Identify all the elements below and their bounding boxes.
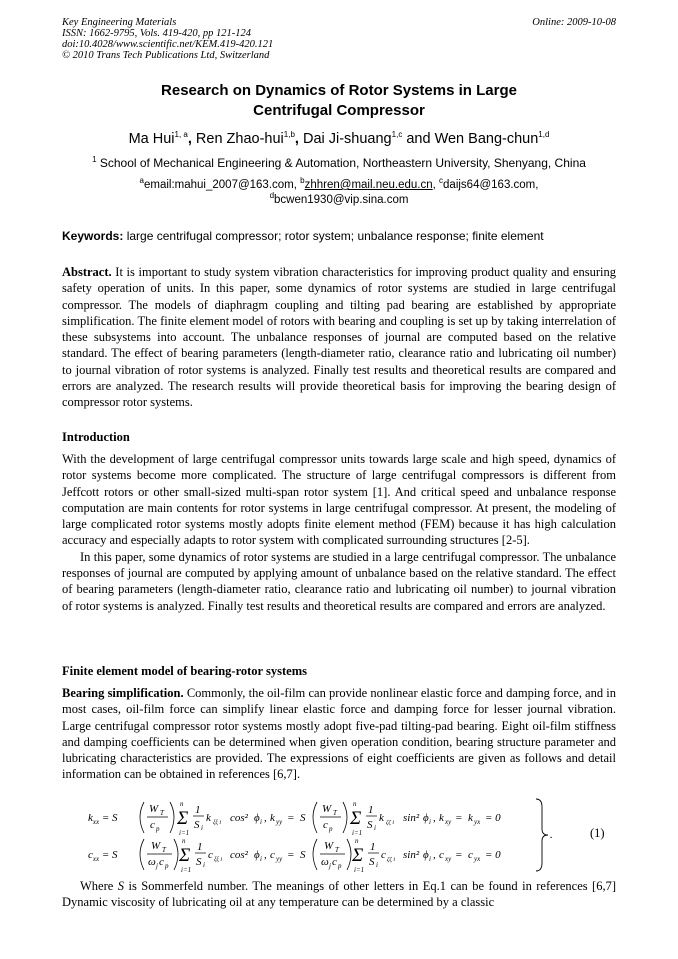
svg-text:T: T bbox=[335, 846, 339, 854]
svg-text:W: W bbox=[322, 803, 332, 815]
affiliation-text: School of Mechanical Engineering & Automation, Northeastern University, Shenyang, China bbox=[99, 156, 586, 170]
bearing-text: Commonly, the oil-film can provide nonlinear elastic force and damping force, and in most cases, oil-film force can simplify linear elastic force and damping force for lesser journal vibration. Large centrifugal compressor rotor systems mostly adopt five-pad tilting-pad bearing. Eight oil-film stiffness and damping coefficients can be determined when given operation condition, bearing structure parameter and lubricating characteristics are provided. The expressions of eight coefficients are given as follows and detail information can be obtained in references [6,7]. bbox=[62, 686, 617, 782]
svg-text:,: , bbox=[433, 849, 436, 861]
author-name: Wen Bang-chun bbox=[434, 131, 539, 147]
svg-text:c: c bbox=[439, 849, 444, 861]
svg-text:S: S bbox=[300, 812, 306, 824]
svg-text:ξξ i: ξξ i bbox=[214, 857, 223, 863]
svg-text:cos²: cos² bbox=[230, 812, 248, 824]
svg-text:i=1: i=1 bbox=[179, 829, 190, 837]
svg-text:= 0: = 0 bbox=[485, 849, 501, 861]
email-row-2 bbox=[62, 193, 616, 208]
svg-text:i: i bbox=[260, 855, 262, 863]
svg-text:cos²: cos² bbox=[230, 849, 248, 861]
svg-text:yy: yy bbox=[276, 855, 283, 863]
intro-paragraph-1: With the development of large centrifugal compressor units towards large scale and high speed, dynamics of rotor systems become more complicated. The structure of large centrifugal compressors is different from Jeffcott rotors or other small-sized multi-span rotor system [1]. And critical speed and unbalance response computation are main contents for rotor systems in large centrifugal compressor. At present, the modeling of large complicated rotor systems mostly adopts finite element method (FEM) because it has high calculation accuracy and especially adapts to rotor system with complicated surrounding structures [2-5]. bbox=[62, 452, 616, 548]
doi-line: doi:10.4028/www.scientific.net/KEM.419-420.121 bbox=[62, 39, 274, 50]
svg-text:W: W bbox=[324, 840, 334, 852]
intro-paragraph-2: In this paper, some dynamics of rotor systems are studied in a large centrifugal compressor. The unbalance responses of journal are computed by applying amount of unbalance based on the relative standard. The effect of bearing parameters (length-diameter ratio, clearance ratio and lubricating oil number) to journal vibration of rotor systems is analyzed. Finally test results and theoretical results are compared and errors are analyzed. bbox=[62, 549, 616, 613]
svg-text:c: c bbox=[159, 856, 164, 868]
email-sup: b bbox=[300, 176, 305, 186]
svg-text:ζζ i: ζζ i bbox=[387, 857, 396, 863]
author-affil-sup: 1,d bbox=[538, 130, 550, 140]
email-a: email:mahui_2007@163.com, bbox=[143, 179, 297, 191]
svg-text:S: S bbox=[367, 819, 373, 831]
svg-text:,: , bbox=[433, 812, 436, 824]
equation-row-1 bbox=[88, 800, 501, 837]
svg-text:n: n bbox=[353, 800, 357, 808]
online-date: Online: 2009-10-08 bbox=[532, 17, 616, 28]
svg-text:i=1: i=1 bbox=[354, 866, 365, 873]
after-equation-text bbox=[62, 878, 616, 911]
svg-text:xy: xy bbox=[445, 818, 452, 826]
svg-text:ϕ: ϕ bbox=[423, 812, 429, 824]
after-eq-variable: S bbox=[117, 879, 125, 893]
svg-text:T: T bbox=[162, 846, 166, 854]
svg-text:,: , bbox=[264, 849, 267, 861]
svg-text:i: i bbox=[374, 824, 376, 832]
svg-text:yx: yx bbox=[474, 855, 481, 863]
svg-text:sin²: sin² bbox=[403, 812, 420, 824]
author-name: Dai Ji-shuang bbox=[302, 131, 392, 147]
svg-text:yy: yy bbox=[276, 818, 283, 826]
svg-text:p: p bbox=[156, 825, 160, 833]
email-b-link[interactable]: zhhren@mail.neu.edu.cn bbox=[304, 179, 433, 191]
introduction-heading: Introduction bbox=[62, 430, 130, 444]
svg-text:.: . bbox=[550, 829, 553, 841]
svg-text:n: n bbox=[180, 800, 184, 808]
email-row-1: $^a$email:mahui_2007@163.com, $^b$zhhren@mail.neu.edu.cn, $^c$daijs64@163.com, bbox=[139, 176, 539, 191]
svg-text:= 0: = 0 bbox=[485, 812, 501, 824]
svg-text:1: 1 bbox=[195, 804, 201, 816]
svg-text:,: , bbox=[264, 812, 267, 824]
after-eq-text: is Sommerfeld number. The meanings of other letters in Eq.1 can be found in references [6,7] Dynamic viscosity of lubricating oil at any temperature can be determined by a classic bbox=[62, 879, 617, 910]
svg-text:i: i bbox=[201, 824, 203, 832]
svg-text:i: i bbox=[376, 861, 378, 869]
svg-text:W: W bbox=[151, 840, 161, 852]
author-name: Ren Zhao-hui bbox=[195, 131, 284, 147]
author-name: Ma Hui bbox=[128, 131, 175, 147]
title-line-2: Centrifugal Compressor bbox=[253, 102, 425, 119]
svg-text:1: 1 bbox=[370, 841, 376, 853]
svg-text:i=1: i=1 bbox=[352, 829, 363, 837]
keywords bbox=[62, 229, 616, 244]
author-list: Ma Hui$^{1, a}$, Ren Zhao-hui$^{1,b}$, Dai Ji-shuang$^{1,c}$ and Wen Bang-chun$^{1,d}$ bbox=[128, 130, 550, 147]
svg-text:ω: ω bbox=[148, 856, 156, 868]
svg-text:ϕ: ϕ bbox=[254, 812, 260, 824]
svg-text:ξξ i: ξξ i bbox=[213, 820, 222, 826]
paper-title bbox=[62, 81, 616, 121]
svg-text:kxx = S: $k_{xx} = S$ bbox=[88, 812, 118, 826]
svg-text:yx: yx bbox=[474, 818, 481, 826]
copyright-line: © 2010 Trans Tech Publications Ltd, Switzerland bbox=[62, 50, 270, 61]
svg-text:T: T bbox=[160, 809, 164, 817]
running-header bbox=[62, 17, 616, 61]
svg-text:T: T bbox=[333, 809, 337, 817]
fem-heading: Finite element model of bearing-rotor systems bbox=[62, 664, 307, 678]
svg-text:p: p bbox=[329, 825, 333, 833]
svg-text:p: p bbox=[165, 862, 169, 870]
email-sup: d bbox=[269, 191, 275, 201]
email-d: bcwen1930@vip.sina.com bbox=[274, 194, 409, 206]
svg-text:c: c bbox=[270, 849, 275, 861]
svg-text:cxx = S: $c_{xx} = S$ bbox=[88, 849, 118, 863]
abstract-label: Abstract. bbox=[62, 265, 112, 279]
svg-text:k: k bbox=[379, 812, 384, 824]
equation-brace bbox=[536, 799, 548, 871]
svg-text:c: c bbox=[468, 849, 473, 861]
svg-text:k: k bbox=[468, 812, 473, 824]
author-affil-sup: 1, a bbox=[174, 130, 188, 140]
svg-text:S: S bbox=[369, 856, 375, 868]
introduction-body bbox=[62, 451, 616, 614]
svg-text:=: = bbox=[455, 849, 463, 861]
svg-text:k: k bbox=[439, 812, 444, 824]
svg-text:i: i bbox=[429, 855, 431, 863]
equation-row-2 bbox=[88, 837, 501, 873]
abstract-text: It is important to study system vibration characteristics for improving product quality and ensuring safety operation of units. In this paper, some dynamics of rotor systems are studied in large centrifugal compressor. The models of diaphragm coupling and tilting pad bearing are established by appropriate simplification. The finite element model of rotors with bearing and coupling is set up by taking interrelation of these subsystems into account. The unbalance responses of journal are computed based on the relative standard. The effect of bearing parameters (length-diameter ratio, clearance ratio and lubricating oil number) to journal vibration of rotor systems is analyzed. Finally test results and theoretical results are compared and errors are analyzed. The research results will provide theoretical basis for improving the bearing design of compressor rotor systems. bbox=[62, 265, 616, 410]
svg-text:S: S bbox=[196, 856, 202, 868]
svg-text:Σ: Σ bbox=[352, 845, 364, 866]
svg-text:S: S bbox=[194, 819, 200, 831]
svg-text:1: 1 bbox=[197, 841, 203, 853]
svg-text:j: j bbox=[156, 862, 158, 870]
svg-text:c: c bbox=[150, 819, 155, 831]
svg-text:ω: ω bbox=[321, 856, 329, 868]
svg-text:1: 1 bbox=[368, 804, 374, 816]
bearing-label: Bearing simplification. bbox=[62, 686, 184, 700]
author-affil-sup: 1,b bbox=[283, 130, 295, 140]
svg-text:ζζ i: ζζ i bbox=[386, 820, 395, 826]
bearing-simplification bbox=[62, 685, 616, 783]
keywords-text: large centrifugal compressor; rotor system; unbalance response; finite element bbox=[126, 229, 544, 243]
email-sup: a bbox=[139, 176, 144, 186]
svg-text:=: = bbox=[287, 812, 295, 824]
svg-text:i: i bbox=[429, 818, 431, 826]
svg-text:ϕ: ϕ bbox=[423, 849, 429, 861]
title-line-1: Research on Dynamics of Rotor Systems in Large bbox=[161, 82, 517, 99]
author-affil-sup: 1,c bbox=[391, 130, 403, 140]
equation-1 bbox=[84, 797, 554, 873]
issn-line: ISSN: 1662-9795, Vols. 419-420, pp 121-124 bbox=[62, 28, 251, 39]
affiliation bbox=[62, 156, 616, 171]
author-emails bbox=[62, 178, 616, 208]
svg-text:n: n bbox=[355, 837, 359, 845]
journal-name: Key Engineering Materials bbox=[62, 17, 177, 28]
svg-text:c: c bbox=[323, 819, 328, 831]
affiliation-sup: 1 bbox=[92, 155, 97, 164]
svg-text:k: k bbox=[270, 812, 275, 824]
svg-text:i=1: i=1 bbox=[181, 866, 192, 873]
svg-text:Σ: Σ bbox=[350, 808, 362, 829]
email-sup: c bbox=[439, 176, 444, 186]
svg-text:xy: xy bbox=[445, 855, 452, 863]
svg-text:c: c bbox=[208, 849, 213, 861]
svg-text:c: c bbox=[381, 849, 386, 861]
svg-text:Σ: Σ bbox=[177, 808, 189, 829]
svg-text:Σ: Σ bbox=[179, 845, 191, 866]
svg-text:p: p bbox=[338, 862, 342, 870]
keywords-label: Keywords: bbox=[62, 229, 124, 243]
svg-text:sin²: sin² bbox=[403, 849, 420, 861]
svg-text:n: n bbox=[182, 837, 186, 845]
svg-text:j: j bbox=[329, 862, 331, 870]
svg-text:i: i bbox=[260, 818, 262, 826]
svg-text:k: k bbox=[206, 812, 211, 824]
svg-text:=: = bbox=[455, 812, 463, 824]
svg-text:W: W bbox=[149, 803, 159, 815]
svg-text:c: c bbox=[332, 856, 337, 868]
svg-text:ϕ: ϕ bbox=[254, 849, 260, 861]
abstract bbox=[62, 264, 616, 411]
svg-text:S: S bbox=[300, 849, 306, 861]
svg-text:=: = bbox=[287, 849, 295, 861]
after-eq-prefix: Where bbox=[80, 879, 114, 893]
email-c: daijs64@163.com, bbox=[443, 179, 539, 191]
equation-number: (1) bbox=[590, 826, 605, 840]
svg-text:i: i bbox=[203, 861, 205, 869]
